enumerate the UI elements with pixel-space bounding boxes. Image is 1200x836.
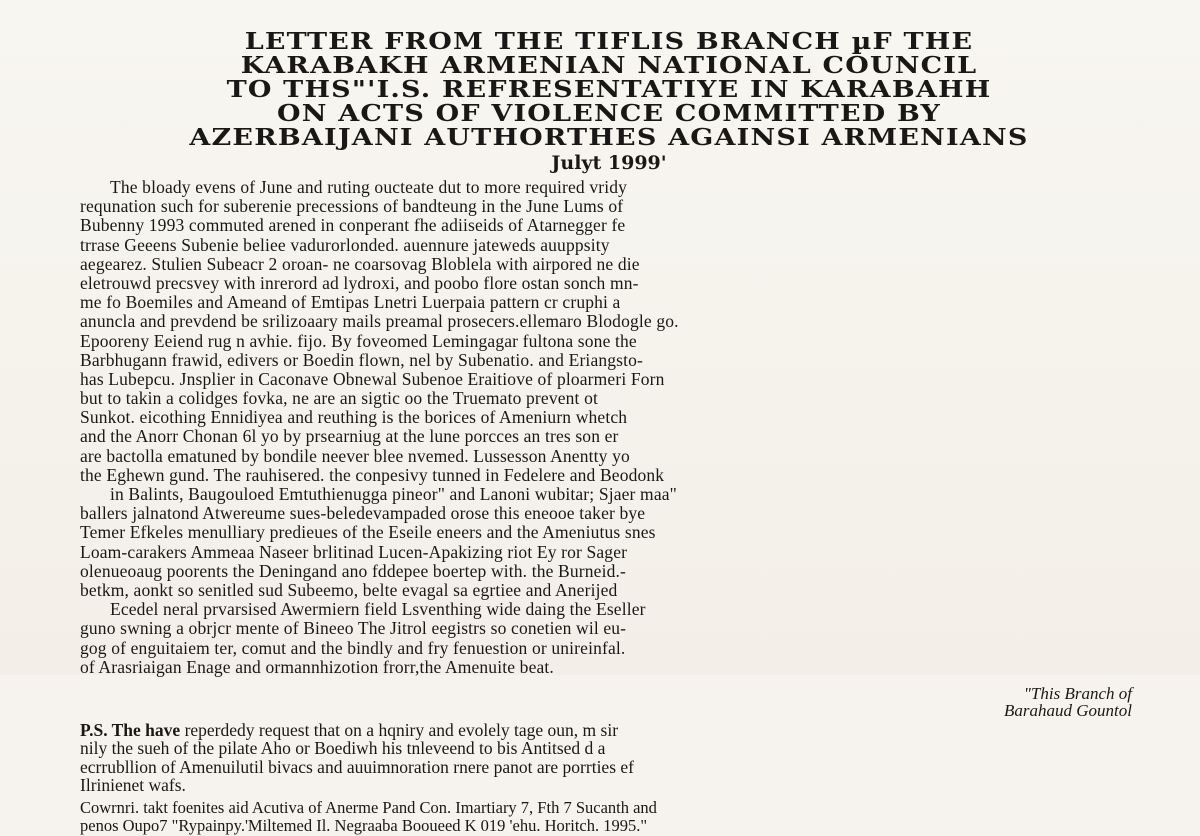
body-line: gog of enguitaiem ter, comut and the bindly and fry fenuestion or unireinfal. [80, 637, 626, 658]
title-line-4: ON ACTS OF VIOLENCE COMMITTED BY [277, 99, 941, 128]
body-line: the Eghewn gund. The rauhisered. the conpesivy tunned in Fedelere and Beodonk [80, 464, 665, 485]
body-line: trrase Geeens Subenie beliee vadurorlonded. auennure jateweds auuppsity [80, 234, 610, 255]
postscript-first-line [80, 721, 1138, 740]
body-line: Barbhugann frawid, edivers or Boedin flown, nel by Subenatio. and Eriangsto- [80, 349, 644, 370]
body-line: olenueoaug poorents the Deningand ano fddepee boertep with. the Burneid.- [80, 560, 626, 581]
postscript-line: nily the sueh of the pilate Aho or Boediwh his tnleveend to bis Antitsed d a [80, 738, 606, 759]
body-line: me fo Boemiles and Ameand of Emtipas Lnetri Luerpaia pattern cr cruphi a [80, 292, 621, 313]
body-line: Bubenny 1993 commuted arened in conperant fhe adiiseids of Atarnegger fe [80, 215, 626, 236]
body-line: but to takin a colidges fovka, ne are an sigtic oo the Truemato prevent ot [80, 388, 598, 409]
body-line: and the Anorr Chonan 6l yo by prsearniug at the lune porcces an tres son er [80, 426, 619, 447]
body-line: aegearez. Stulien Subeacr 2 oroan- ne coarsovag Bloblela with airpored ne die [80, 253, 640, 274]
body-line: Sunkot. eicothing Ennidiyea and reuthing is the borices of Ameniurn whetch [80, 407, 628, 428]
body-line: requnation such for suberenie precessions of bandteung in the June Lums of [80, 196, 624, 217]
title-line-5: AZERBAIJANI AUTHORTHES AGAINSI ARMENIANS [189, 123, 1029, 152]
postscript-line: Ilrinienet wafs. [80, 775, 186, 796]
title-line-2: KARABAKH ARMENIAN NATIONAL COUNCIL [240, 51, 978, 80]
body-line: Loam-carakers Ammeaa Naseer brlitinad Lucen-Apakizing riot Ey ror Sager [80, 541, 628, 562]
signature-block [80, 685, 1132, 719]
body-line: has Lubepcu. Jnsplier in Caconave Obnewal Subenoe Eraitiove of ploarmeri Forn [80, 368, 665, 389]
body-line: Ecedel neral prvarsised Awermiern field Lsventhing wide daing the Eseller [110, 599, 646, 620]
postscript-text: reperdedy request that on a hqniry and evolely tage oun, m sir [180, 719, 619, 740]
body-line: anuncla and prevdend be srilizoaary mails preamal prosecers.ellemaro Blodogle go. [80, 311, 679, 332]
document-date: Julyt 1999' [551, 152, 667, 174]
postscript-line: ecrrubllion of Amenuilutil bivacs and auuimnoration rnere panot are porrties ef [80, 756, 634, 777]
source-citation [80, 799, 1138, 836]
body-line: The bloady evens of June and ruting oucteate dut to more required vridy [110, 177, 628, 197]
document-title [80, 27, 1138, 152]
body-line: in Balints, Baugouloed Emtuthienugga pineor" and Lanoni wubitar; Sjaer maa" [110, 484, 677, 504]
body-line: are bactolla ematuned by bondile neever blee nvemed. Lussesson Anentty yo [80, 445, 630, 466]
signature-line-1: "This Branch of [1023, 683, 1132, 703]
body-line: Temer Efkeles menulliary predieues of the Eseile eneers and the Ameniutus snes [80, 522, 656, 543]
body-line: guno swning a obrjcr mente of Bineeo The Jitrol eegistrs so conetien wil eu- [80, 618, 627, 639]
body-line: of Arasriaigan Enage and ormannhizotion frorr,the Amenuite beat. [80, 656, 554, 677]
postscript [80, 721, 1138, 795]
signature-line-2: Barahaud Gountol [1004, 700, 1132, 720]
title-line-3: TO THS"'I.S. REFRESENTATIYE IN KARABAHH [226, 75, 992, 104]
body-line: eletrouwd precsvey with inrerord ad lydroxi, and poobo flore ostan sonch mn- [80, 272, 639, 293]
citation-line-1: Cowrnri. takt foenites aid Acutiva of Anerme Pand Con. Imartiary 7, Fth 7 Sucanth and [80, 797, 657, 817]
letter-body [80, 178, 1138, 677]
body-line: ballers jalnatond Atwereume sues-beledevampaded orose this eneooe taker bye [80, 503, 646, 524]
postscript-label: P.S. The have [80, 719, 181, 740]
title-line-1: LETTER FROM THE TIFLIS BRANCH µF THE [244, 27, 974, 56]
citation-line-2: penos Oupo7 "Rypainpy.'Miltemed Il. Negraaba Booueed K 019 'ehu. Horitch. 1995." [80, 816, 648, 836]
body-line: betkm, aonkt so senitled sud Subeemo, belte evagal sa egrtiee and Anerijed [80, 579, 618, 600]
body-line: Epooreny Eeiend rug n avhie. fijo. By foveomed Lemingagar fultona sone the [80, 330, 637, 351]
